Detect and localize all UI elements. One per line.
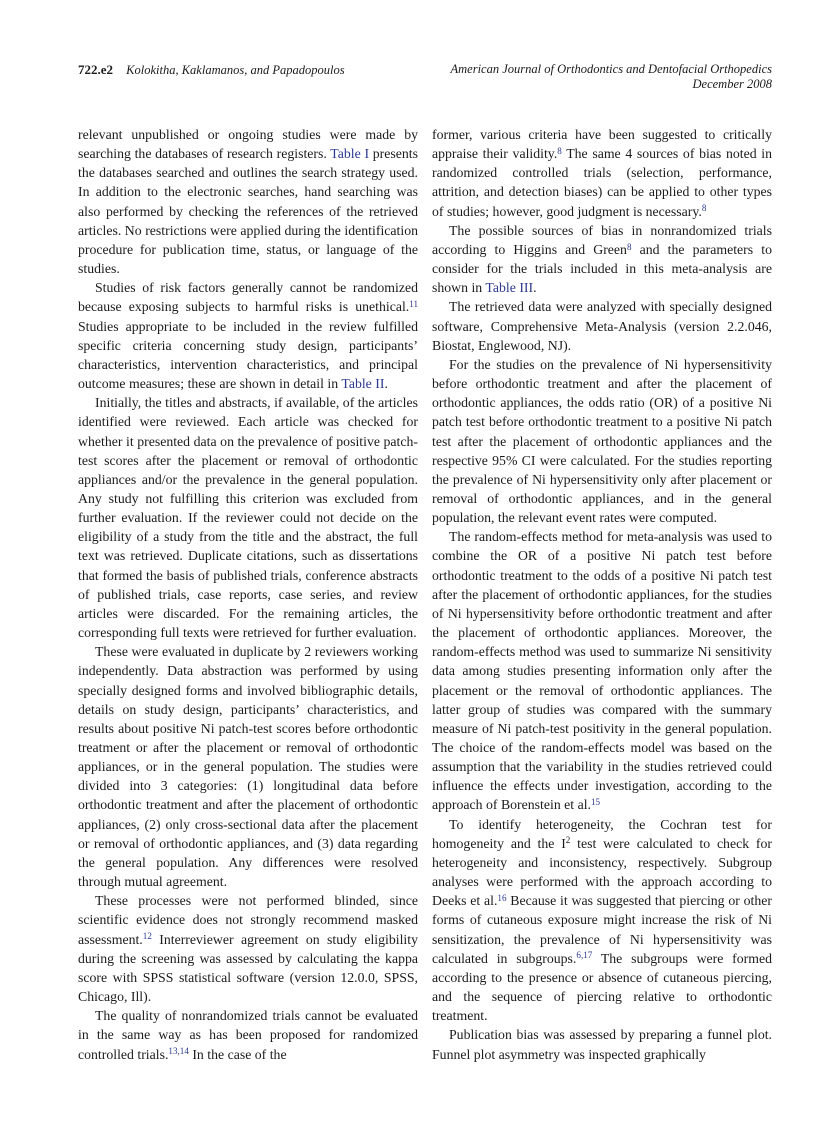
table-ref-link[interactable]: Table II bbox=[341, 376, 385, 392]
citation-ref-link[interactable]: 11 bbox=[409, 299, 418, 310]
paragraph: The random-effects method for meta-analysis was used to combine the OR of a positive Ni patch test before orthodontic treatment to the odds of a positive Ni patch test after the placement of orthodontic appliances, for the studies of Ni hypersensitivity before orthodontic treatment and after the placement of orthodontic appliances. Moreover, the random-effects method was used to summarize Ni sensitivity data among studies presenting information only after the placement or the removal of orthodontic appliances. The latter group of studies was compared with the summary measure of Ni patch-test positivity in the general population. The choice of the random-effects model was based on the assumption that the variability in the studies retrieved could influence the effects under investigation, according to the approach of Borenstein et al.$^{15}$ bbox=[432, 529, 772, 813]
right-column bbox=[432, 125, 772, 1064]
running-header bbox=[0, 0, 838, 92]
citation-ref-link[interactable]: 12 bbox=[142, 931, 152, 942]
page-number: 722.e2 bbox=[78, 62, 114, 77]
paragraph: Studies of risk factors generally cannot be randomized because exposing subjects to harmful risks is unethical.$^{11}$ Studies appropriate to be included in the review fulfilled specific criteria concerning study design, participants’ characteristics, intervention characteristics, and principal outcome measures; these are shown in detail in Table II. bbox=[78, 280, 418, 392]
table-ref-link[interactable]: Table I bbox=[330, 146, 370, 162]
paragraph: former, various criteria have been suggested to critically appraise their validity.$^8$ The same 4 sources of bias noted in randomized controlled trials (selection, performance, attrition, and detection biases) can be applied to other types of studies; however, good judgment is necessary.$^8$ bbox=[432, 127, 772, 219]
paragraph: These processes were not performed blinded, since scientific evidence does not strongly recommend masked assessment.$^{12}$ Interreviewer agreement on study eligibility during the screening was assessed by calculating the kappa score with SPSS statistical software (version 12.0.0, SPSS, Chicago, Ill). bbox=[78, 893, 418, 1005]
article-body bbox=[0, 125, 838, 1064]
citation-ref-link[interactable]: 16 bbox=[497, 892, 507, 903]
header-right bbox=[451, 62, 773, 92]
citation-ref-link[interactable]: 8 bbox=[626, 241, 632, 252]
paragraph: For the studies on the prevalence of Ni hypersensitivity before orthodontic treatment and after the placement of orthodontic appliances, the odds ratio (OR) of a positive Ni patch test before orthodontic treatment to a positive Ni patch test after the placement of orthodontic appliances and the respective 95% CI were calculated. For the studies reporting the prevalence of Ni hypersensitivity only after placement or removal of orthodontic appliances, and in the general population, the relevant event rates were computed. bbox=[432, 356, 772, 526]
paragraph: Publication bias was assessed by preparing a funnel plot. Funnel plot asymmetry was inspected graphically bbox=[432, 1027, 772, 1062]
citation-ref-link[interactable]: 8 bbox=[557, 145, 562, 156]
paragraph: The possible sources of bias in nonrandomized trials according to Higgins and Green$^8$ and the parameters to consider for the trials included in this meta-analysis are shown in Table III. bbox=[432, 222, 772, 296]
citation-ref-link[interactable]: 15 bbox=[591, 797, 601, 808]
paragraph: Initially, the titles and abstracts, if available, of the articles identified were reviewed. Each article was checked for whether it presented data on the prevalence of positive patch-test scores after the placement or removal of orthodontic appliances and/or the prevalence in the general population. Any study not fulfilling this criterion was excluded from further evaluation. If the reviewer could not decide on the eligibility of a study from the title and the abstract, the full text was retrieved. Duplicate citations, such as dissertations that formed the basis of published trials, conference abstracts of published trials, case reports, case series, and review articles were discarded. For the remaining articles, the corresponding full texts were retrieved for further evaluation. bbox=[78, 395, 418, 641]
citation-ref-link[interactable]: 13,14 bbox=[168, 1046, 189, 1057]
superscript: 2 bbox=[565, 835, 571, 846]
paragraph: relevant unpublished or ongoing studies were made by searching the databases of research registers. Table I presents the databases searched and outlines the search strategy used. In addition to the electronic searches, hand searching was also performed by checking the references of the retrieved articles. No restrictions were applied during the identification procedure for publication time, status, or language of the studies. bbox=[78, 127, 418, 277]
paragraph: The retrieved data were analyzed with specially designed software, Comprehensive Meta-Analysis (version 2.2.046, Biostat, Englewood, NJ). bbox=[432, 299, 772, 353]
header-left bbox=[78, 62, 345, 78]
table-ref-link[interactable]: Table III bbox=[485, 280, 534, 296]
running-authors: Kolokitha, Kaklamanos, and Papadopoulos bbox=[126, 63, 345, 77]
paragraph: To identify heterogeneity, the Cochran test for homogeneity and the $I^2$ test were calculated to check for heterogeneity and inconsistency, respectively. Subgroup analyses were performed with the approach according to Deeks et al.$^{16}$ Because it was suggested that piercing or other forms of cutaneous exposure might increase the risk of Ni sensitization, the prevalence of Ni hypersensitivity was calculated in subgroups.$^{6,17}$ The subgroups were formed according to the presence or absence of cutaneous piercing, and the sequence of piercing relative to orthodontic treatment. bbox=[432, 816, 773, 1024]
paragraph: The quality of nonrandomized trials cannot be evaluated in the same way as has been proposed for randomized controlled trials.$^{13,14}$ In the case of the bbox=[78, 1008, 418, 1062]
citation-ref-link[interactable]: 6,17 bbox=[576, 950, 593, 961]
left-column bbox=[78, 125, 418, 1064]
paragraph: These were evaluated in duplicate by 2 reviewers working independently. Data abstraction was performed by using specially designed forms and involved bibliographic details, details on study design, participants’ characteristics, and results about positive Ni patch-test scores before orthodontic treatment or after the placement or removal of orthodontic appliances, or in the general population. The studies were divided into 3 categories: (1) longitudinal data before orthodontic treatment and after the placement of orthodontic appliances, (2) only cross-sectional data after the placement or removal of orthodontic appliances, and (3) data regarding the general population. Any differences were resolved through mutual agreement. bbox=[78, 644, 418, 890]
citation-ref-link[interactable]: 8 bbox=[701, 203, 707, 214]
issue-date: December 2008 bbox=[692, 77, 772, 91]
journal-name: American Journal of Orthodontics and Dentofacial Orthopedics bbox=[450, 62, 772, 76]
